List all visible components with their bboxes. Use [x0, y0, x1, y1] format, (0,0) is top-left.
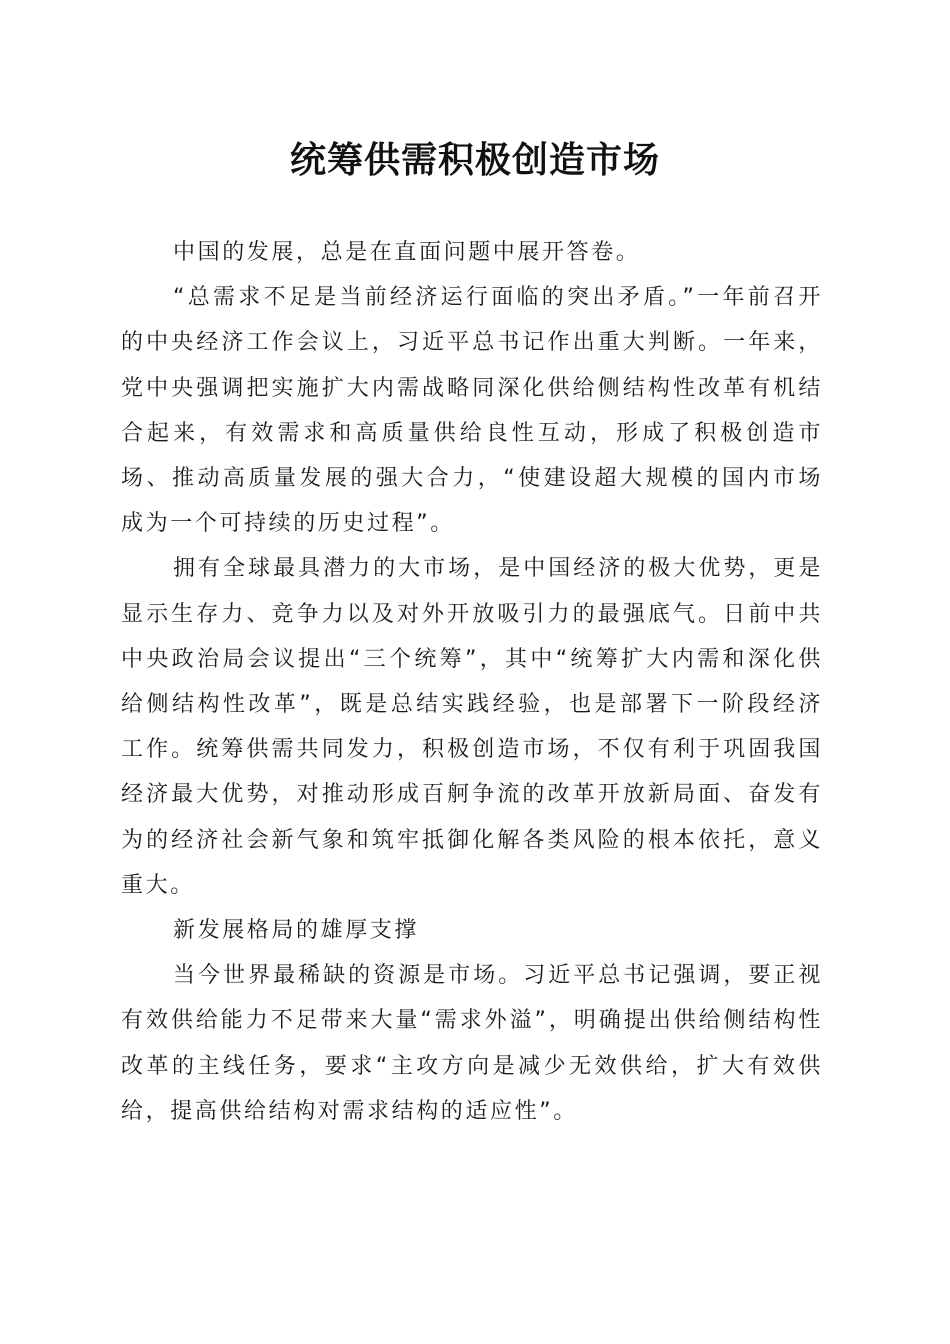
document-body — [121, 230, 823, 1134]
document-title: 统筹供需积极创造市场 — [289, 139, 660, 181]
paragraph: 拥有全球最具潜力的大市场，是中国经济的极大优势，更是显示生存力、竞争力以及对外开放吸引力的最强底气。日前中共中央政治局会议提出“三个统筹”，其中“统筹扩大内需和深化供给侧结构性改革”，既是总结实践经验，也是部署下一阶段经济工作。统筹供需共同发力，积极创造市场，不仅有利于巩固我国经济最大优势，对推动形成百舸争流的改革开放新局面、奋发有为的经济社会新气象和筑牢抵御化解各类风险的根本依托，意义重大。 — [121, 556, 823, 898]
section-heading: 新发展格局的雄厚支撑 — [173, 918, 420, 944]
paragraph: “总需求不足是当前经济运行面临的突出矛盾。”一年前召开的中央经济工作会议上，习近平总书记作出重大判断。一年来，党中央强调把实施扩大内需战略同深化供给侧结构性改革有机结合起来，有效需求和高质量供给良性互动，形成了积极创造市场、推动高质量发展的强大合力，“使建设超大规模的国内市场成为一个可持续的历史过程”。 — [121, 285, 823, 537]
paragraph: 中国的发展，总是在直面问题中展开答卷。 — [173, 240, 641, 265]
paragraph: 当今世界最稀缺的资源是市场。习近平总书记强调，要正视有效供给能力不足带来大量“需求外溢”，明确提出供给侧结构性改革的主线任务，要求“主攻方向是减少无效供给，扩大有效供给，提高供给结构对需求结构的适应性”。 — [121, 963, 823, 1124]
